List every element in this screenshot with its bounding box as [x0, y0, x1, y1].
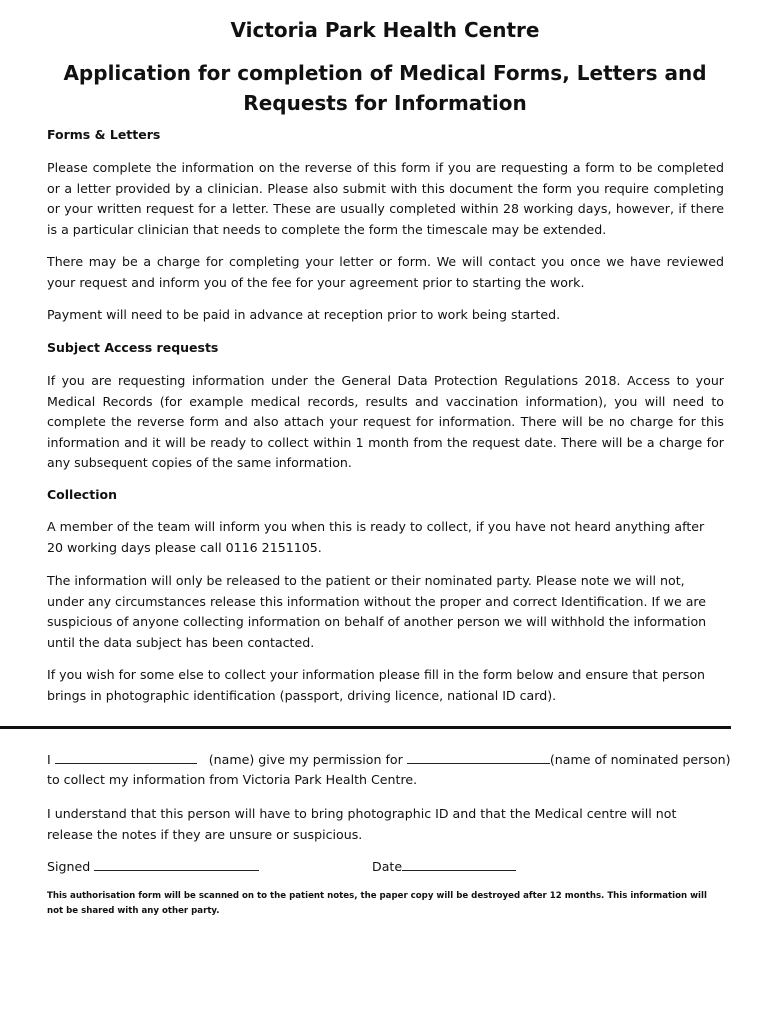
- heading-collection: Collection: [47, 487, 117, 502]
- heading-forms-letters: Forms & Letters: [47, 127, 161, 142]
- page-title-line-1: Application for completion of Medical Forms, Letters and: [63, 61, 707, 85]
- signed-label: Signed: [47, 859, 91, 874]
- authorisation-footnote: This authorisation form will be scanned on to the patient notes, the paper copy will be destroyed after 12 months. This information will not be shared with any other party.: [47, 891, 707, 916]
- page-title-line-2: Requests for Information: [243, 91, 527, 115]
- date-line: [372, 858, 516, 874]
- date-blank[interactable]: [402, 858, 516, 871]
- signature-line: [47, 858, 259, 874]
- permission-line: [47, 751, 731, 767]
- nominee-label: (name of nominated person): [549, 752, 731, 767]
- subject-access-paragraph: If you are requesting information under the General Data Protection Regulations 2018. Access to your Medical Records (for example medical records, results and vaccination information), you will need to complete the reverse form and also attach your request for information. There will be no charge for this information and it will be ready to collect within 1 month from the request date. There will be a charge for any subsequent copies of the same information.: [47, 373, 724, 471]
- understand-paragraph: I understand that this person will have to bring photographic ID and that the Medical centre will not release the notes if they are unsure or suspicious.: [47, 806, 677, 842]
- patient-name-blank[interactable]: [55, 751, 197, 764]
- nominee-name-blank[interactable]: [407, 751, 550, 764]
- forms-letters-paragraph-3: Payment will need to be paid in advance at reception prior to work being started.: [47, 307, 561, 322]
- i-label: I: [47, 752, 51, 767]
- collection-paragraph-3: If you wish for some else to collect your information please fill in the form below and ensure that person brings in photographic identification (passport, driving licence, national ID card).: [47, 667, 706, 703]
- collection-paragraph-2: The information will only be released to the patient or their nominated party. Please note we will not, under any circumstances release this information without the proper and correct Identification. If we are suspicious of anyone collecting information on behalf of another person we will withhold the information until the data subject has been contacted.: [47, 573, 707, 650]
- forms-letters-paragraph-2: There may be a charge for completing your letter or form. We will contact you once we have reviewed your request and inform you of the fee for your agreement prior to starting the work.: [47, 254, 724, 290]
- date-label: Date: [372, 859, 403, 874]
- practice-name: Victoria Park Health Centre: [230, 18, 540, 42]
- signature-blank[interactable]: [94, 858, 259, 871]
- heading-subject-access: Subject Access requests: [47, 340, 219, 355]
- collect-line: to collect my information from Victoria Park Health Centre.: [47, 772, 418, 787]
- name-permission-label: (name) give my permission for: [208, 752, 403, 767]
- collection-paragraph-1: A member of the team will inform you when this is ready to collect, if you have not heard anything after 20 working days please call 0116 2151105.: [47, 519, 705, 555]
- page-title: [0, 58, 770, 118]
- forms-letters-paragraph-1: Please complete the information on the reverse of this form if you are requesting a form to be completed or a letter provided by a clinician. Please also submit with this document the form you require completing or your written request for a letter. These are usually completed within 28 working days, however, if there is a particular clinician that needs to complete the form the timescale may be extended.: [47, 160, 724, 237]
- section-divider: [0, 726, 731, 729]
